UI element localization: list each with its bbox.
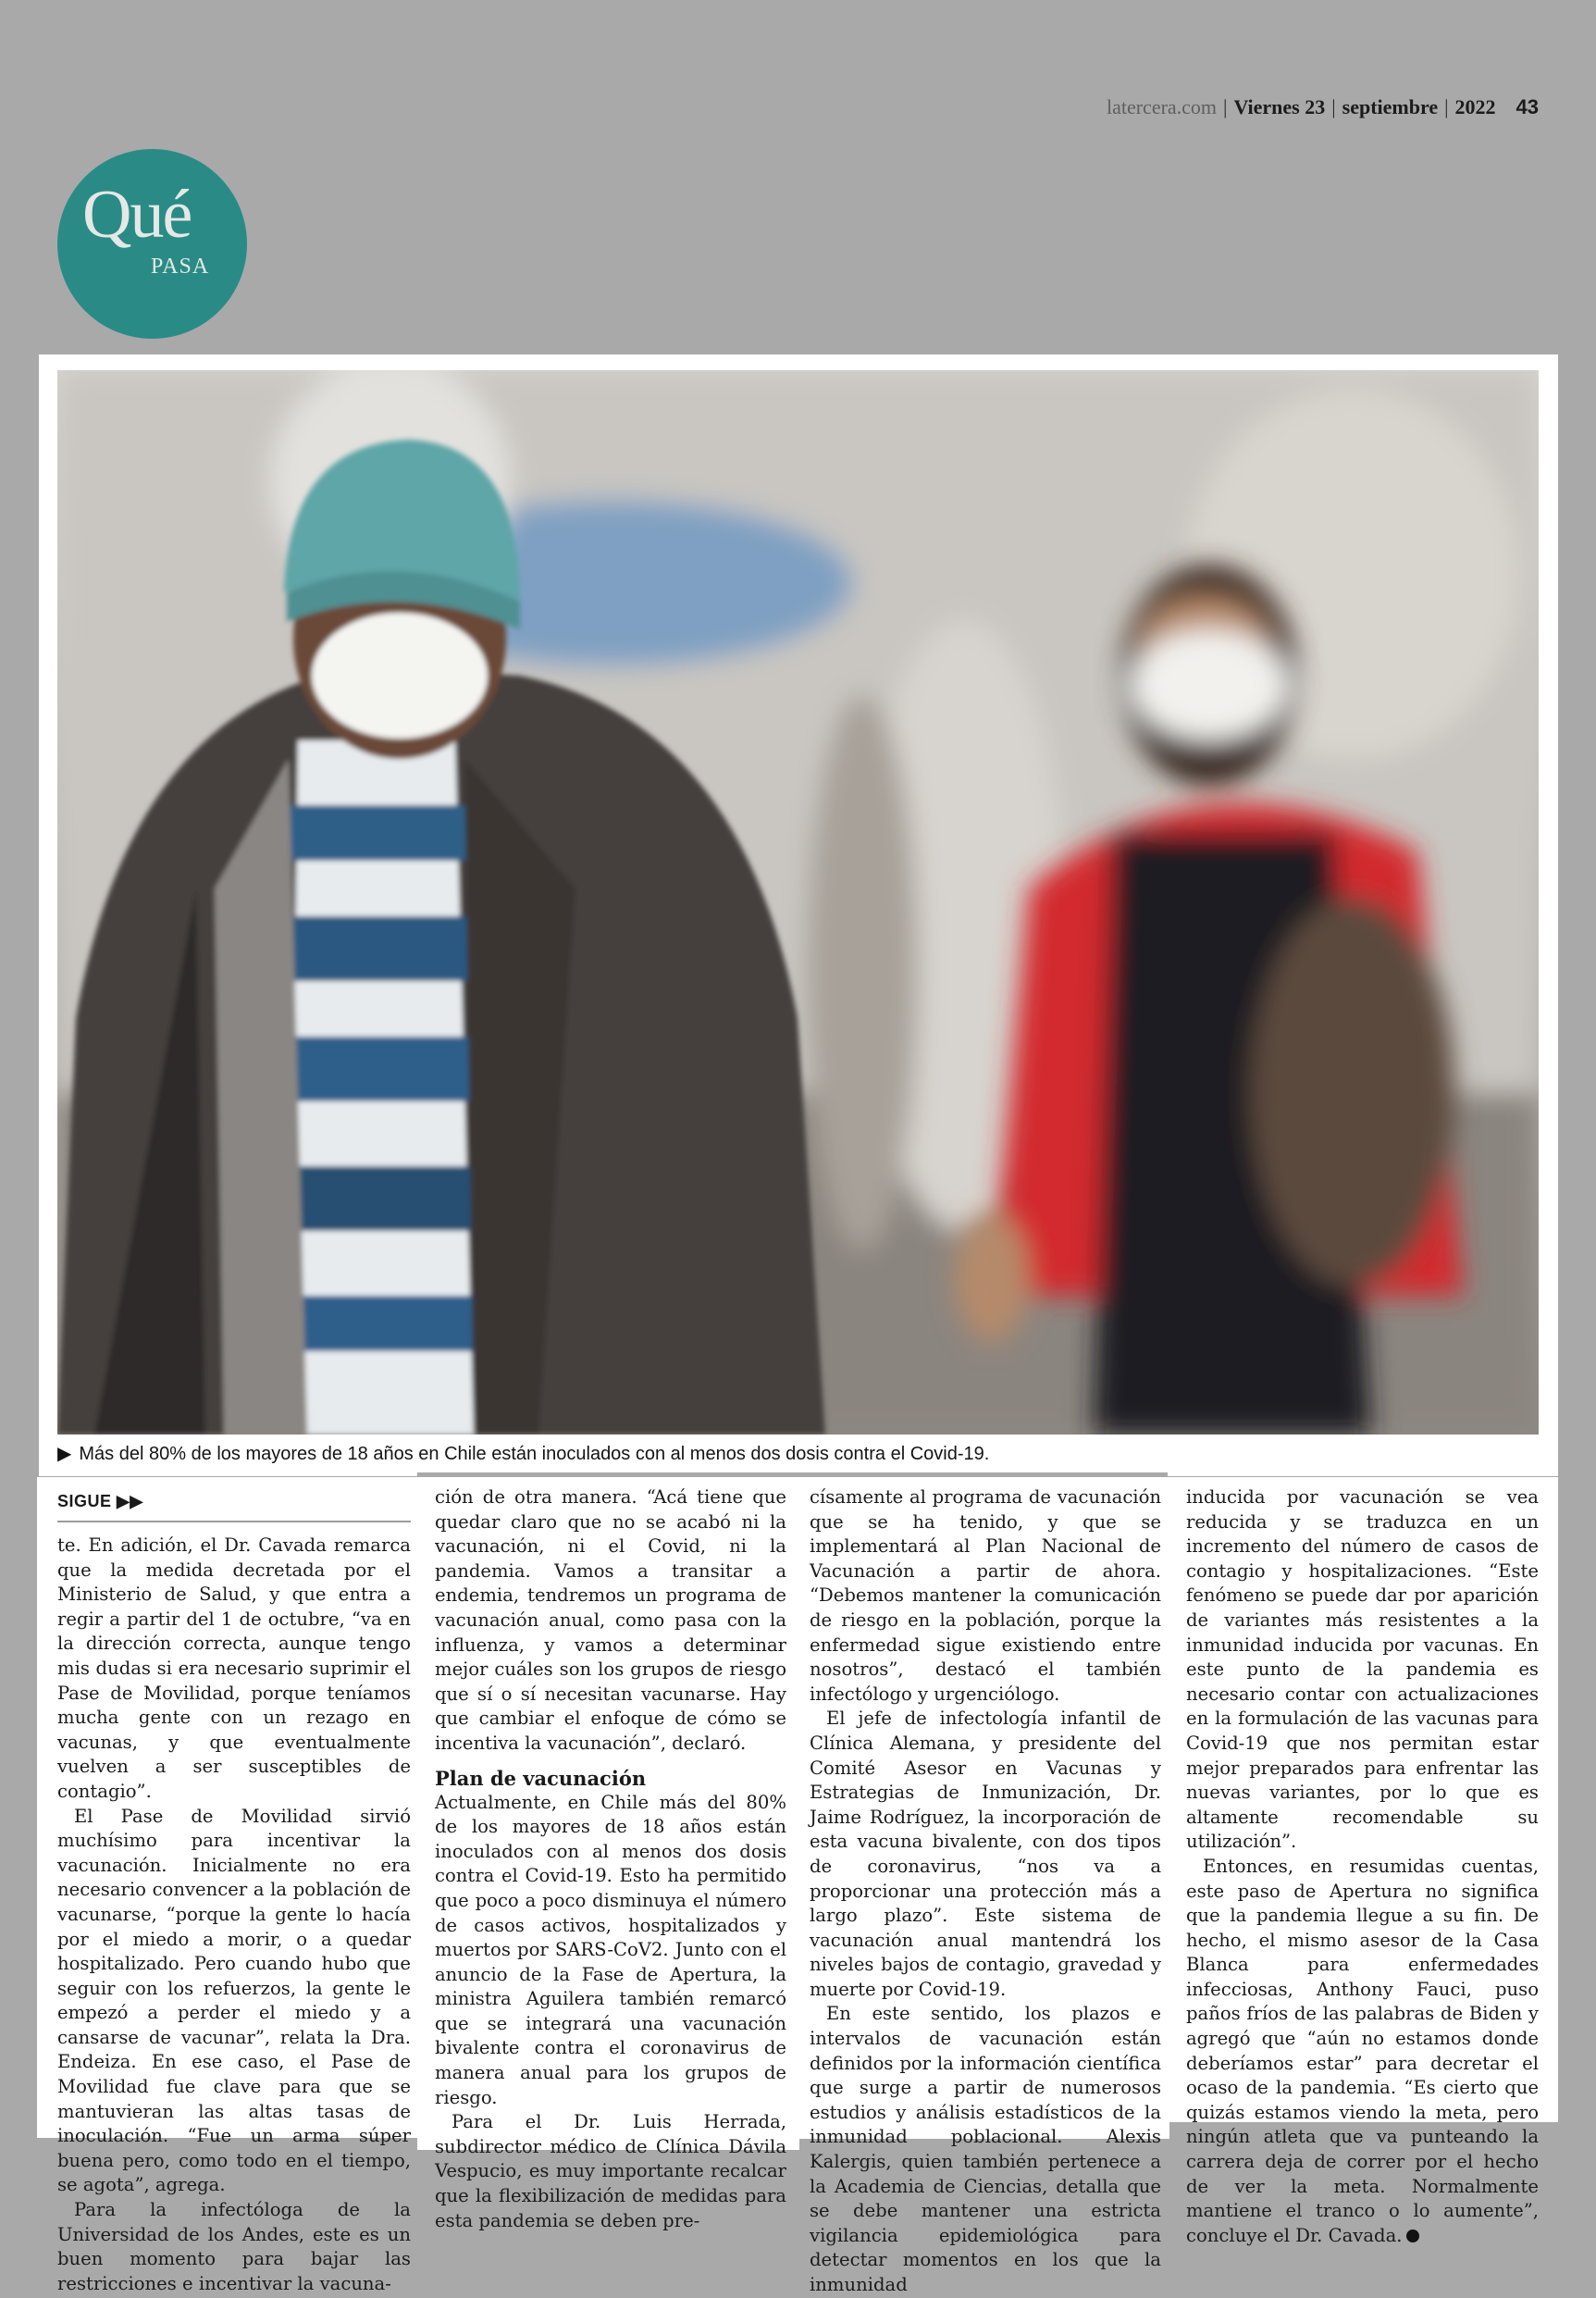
continued-rule xyxy=(57,1521,411,1522)
article-photo xyxy=(57,370,1539,1435)
paragraph xyxy=(1186,1855,1539,2249)
page-header: latercera.com | Viernes 23 | septiembre | 2022 43 xyxy=(1106,95,1539,118)
paragraph: Para la infectóloga de la Universidad de los Andes, este es un buen momento para bajar las restricciones e incentivar la vacuna- xyxy=(57,2199,411,2294)
issue-day: Viernes 23 xyxy=(1233,95,1326,118)
column-divider-rule xyxy=(417,1472,1168,1477)
article-column-1 xyxy=(57,1534,411,2296)
paragraph: En este sentido, los plazos e intervalos de vacunación están definidos por la información científica que surge a partir de numerosos estudios y análisis estadísticos de la inmunidad poblacional. Alexis Kalergis, quien también pertenece a la Academia de Ciencias, detalla que se debe mantener una estricta vigilancia epidemiológica para detectar momentos en los que la inmunidad xyxy=(810,2003,1161,2295)
paragraph: El Pase de Movilidad sirvió muchísimo para incentivar la vacunación. Inicialmente no era necesario convencer a la población de vacunarse, “porque la gente lo hacía por el miedo a morir, o a quedar hospitalizado. Pero cuando hubo que seguir con los refuerzos, la gente le empezó a perder el miedo y a cansarse de vacunar”, relata la Dra. Endeiza. En ese caso, el Pase de Movilidad fue clave para que se mantuvieran las altas tasas de inoculación. “Fue un arma súper buena pero, como todo en el tiempo, se agota”, agrega. xyxy=(57,1805,411,2196)
photo-illustration xyxy=(57,370,1539,1435)
issue-year: 2022 xyxy=(1454,95,1496,118)
double-arrow-icon: ▶▶ xyxy=(111,1492,143,1510)
caption-triangle-icon: ▶ xyxy=(57,1444,72,1464)
article-column-4 xyxy=(1186,1485,1539,2248)
paragraph: Para el Dr. Luis Herrada, subdirector médico de Clínica Dávila Vespucio, es muy importante recalcar que la flexibilización de medidas para esta pandemia se deben pre- xyxy=(435,2111,786,2231)
paragraph: El jefe de infectología infantil de Clínica Alemana, y presidente del Comité Asesor en Vacunas y Estrategias de Inmunización, Dr. Jaime Rodríguez, la incorporación de esta vacuna bivalente, con dos tipos de coronavirus, “nos va a proporcionar una protección más a largo plazo”. Este sistema de vacunación anual mantendrá los niveles bajos de contagio, gravedad y muerte por Covid-19. xyxy=(810,1708,1161,2000)
paragraph: Actualmente, en Chile más del 80% de los mayores de 18 años están inoculados con al menos dos dosis contra el Covid-19. Esto ha permitido que poco a poco disminuya el número de casos activos, hospitalizados y muertos por SARS-CoV2. Junto con el anuncio de la Fase de Apertura, la ministra Aguilera también remarcó que se integrará una vacunación bivalente contra el coronavirus de manera anual para los grupos de riesgo. xyxy=(435,1791,786,2108)
article-column-2 xyxy=(435,1485,786,2233)
logo-text-pasa: PASA xyxy=(151,255,210,279)
continued-label xyxy=(57,1492,143,1511)
paragraph: inducida por vacunación se vea reducida y se traduzca en un incremento del número de casos de contagio y hospitalizaciones. “Este fenómeno se puede dar por aparición de variantes más resistentes a la inmunidad inducida por vacunas. En este punto de la pandemia es necesario contar con actualizaciones en la formulación de las vacunas para Covid-19 que nos permitan estar mejor preparados para enfrentar las nuevas variantes, por lo que es altamente recomendable su utilización”. xyxy=(1186,1486,1539,1853)
section-subhead: Plan de vacunación xyxy=(435,1766,647,1790)
paragraph: císamente al programa de vacunación que se ha tenido, y que se implementará al Plan Nacional de Vacunación a partir de ahora. “Debemos mantener la comunicación de riesgo en la población, porque la enfermedad sigue existiendo entre nosotros”, destacó el también infectólogo y urgenciólogo. xyxy=(810,1486,1161,1705)
issue-month: septiembre xyxy=(1342,95,1439,118)
site-name: latercera.com xyxy=(1106,95,1218,118)
page-number: 43 xyxy=(1516,95,1539,118)
photo-caption xyxy=(57,1442,1501,1465)
paragraph: te. En adición, el Dr. Cavada remarca que la medida decretada por el Ministerio de Salud, y que entra a regir a partir del 1 de octubre, “va en la dirección correcta, aunque tengo mis dudas si era necesario suprimir el Pase de Movilidad, porque teníamos mucha gente con un rezago en vacunas, y que eventualmente vuelven a ser susceptibles de contagio”. xyxy=(57,1534,411,1802)
end-mark-icon xyxy=(1406,2230,1419,2242)
logo-text-que: Qué xyxy=(82,177,192,253)
caption-text: Más del 80% de los mayores de 18 años en Chile están inoculados con al menos dos dosis contra el Covid-19. xyxy=(79,1444,990,1464)
paragraph: ción de otra manera. “Acá tiene que quedar claro que no se acabó ni la vacunación, ni el Covid, ni la pandemia. Vamos a transitar a endemia, tendremos un programa de vacunación anual, como pasa con la influenza, y vamos a determinar mejor cuáles son los grupos de riesgo que sí o sí necesitan vacunarse. Hay que cambiar el enfoque de cómo se incentiva la vacunación”, declaró. xyxy=(435,1486,786,1754)
paragraph-text: Entonces, en resumidas cuentas, este paso de Apertura no significa que la pandemia llegue a su fin. De hecho, el mismo asesor de la Casa Blanca para enfermedades infecciosas, Anthony Fauci, puso paños fríos de las palabras de Biden y agregó que “aún no estamos donde deberíamos estar” para decretar el ocaso de la pandemia. “Es cierto que quizás estamos viendo la meta, pero ningún atleta que va punteando la carrera deja de correr por el hecho de ver la meta. Normalmente mantiene el tranco o lo aumente”, concluye el Dr. Cavada. xyxy=(1186,1855,1539,2246)
continued-text: SIGUE xyxy=(57,1492,112,1510)
que-pasa-logo xyxy=(57,149,247,339)
article-column-3 xyxy=(810,1485,1161,2298)
